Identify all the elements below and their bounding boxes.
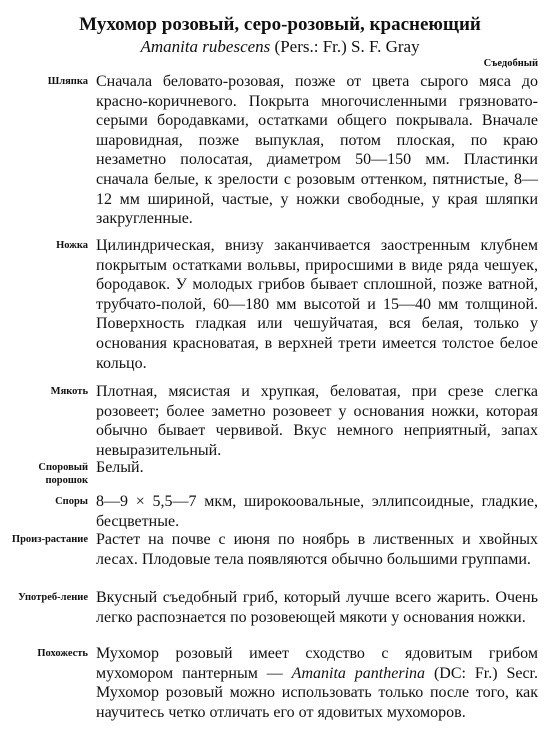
section-label: Употреб-ление xyxy=(18,592,88,603)
latin-authority: (Pers.: Fr.) S. F. Gray xyxy=(274,37,420,56)
section-text: Плотная, мясистая и хрупкая, беловатая, при срезе слегка розовеет; более заметно розовеет у основания ножки, которая обычно бывает червивой. Вкус немного неприятный, запах невыразительный. xyxy=(96,383,538,459)
section-label: Споровый порошок xyxy=(38,462,88,486)
section-label: Шляпка xyxy=(47,76,88,87)
section-label: Мякоть xyxy=(50,386,88,397)
section-text: Цилиндрическая, внизу заканчивается заостренным клубнем покрытым остатками вольвы, приросшими в виде ряда чешуек, бородавок. У молодых грибов бывает сплошной, позже ватной, трубчато-полой, 60—180 мм высотой и 15—40 мм толщиной. Поверхность гладкая или чешуйчатая, вся белая, только у основания красноватая, в верхней трети имеется толстое белое кольцо. xyxy=(96,237,538,372)
section-text: 8—9 × 5,5—7 мкм, широкоовальные, эллипсоидные, гладкие, бесцветные. xyxy=(96,493,538,530)
section-text: Сначала беловато-розовая, позже от цвета сырого мяса до красно-коричневого. Покрыта многочисленными грязновато-серыми бородавками, остатками общего покрывала. Вначале шаровидная, позже выпуклая, потом плоская, по краю незаметно полосатая, диаметром 50—150 мм. Пластинки сначала белые, к зрелости с розовым оттенком, пятнистые, 8—12 мм шириной, частые, у ножки свободные, у края шляпки закругленные. xyxy=(96,73,538,228)
section-label: Похожесть xyxy=(37,648,88,659)
lookalike-text-start: Мухомор розовый имеет сходство с ядовитым грибом мухомором пантерным — xyxy=(96,645,538,682)
section-text: Вкусный съедобный гриб, который лучше всего жарить. Очень легко распознается по розовеющей мякоти у основания ножки. xyxy=(96,589,538,626)
edibility-label: Съедобный xyxy=(483,58,538,69)
species-title: Мухомор розовый, серо-розовый, краснеющий xyxy=(79,14,481,35)
section-text: Растет на почве с июня по ноябрь в лиственных и хвойных лесах. Плодовые тела появляются обычно большими группами. xyxy=(96,531,538,568)
lookalike-latin-name: Amanita pantherina xyxy=(291,664,426,682)
section-label: Произ-растание xyxy=(11,534,88,545)
section-text xyxy=(96,644,538,722)
section-label: Споры xyxy=(55,496,88,507)
latin-name: Amanita rubescens xyxy=(140,37,271,56)
section-text: Белый. xyxy=(96,459,144,476)
species-latin-line xyxy=(0,37,560,57)
section-label: Ножка xyxy=(56,240,88,251)
lookalike-text-end: (DC: Fr.) Secr. Мухомор розовый можно использовать только после того, как научитесь четко отличать его от ядовитых мухоморов. xyxy=(96,664,539,721)
